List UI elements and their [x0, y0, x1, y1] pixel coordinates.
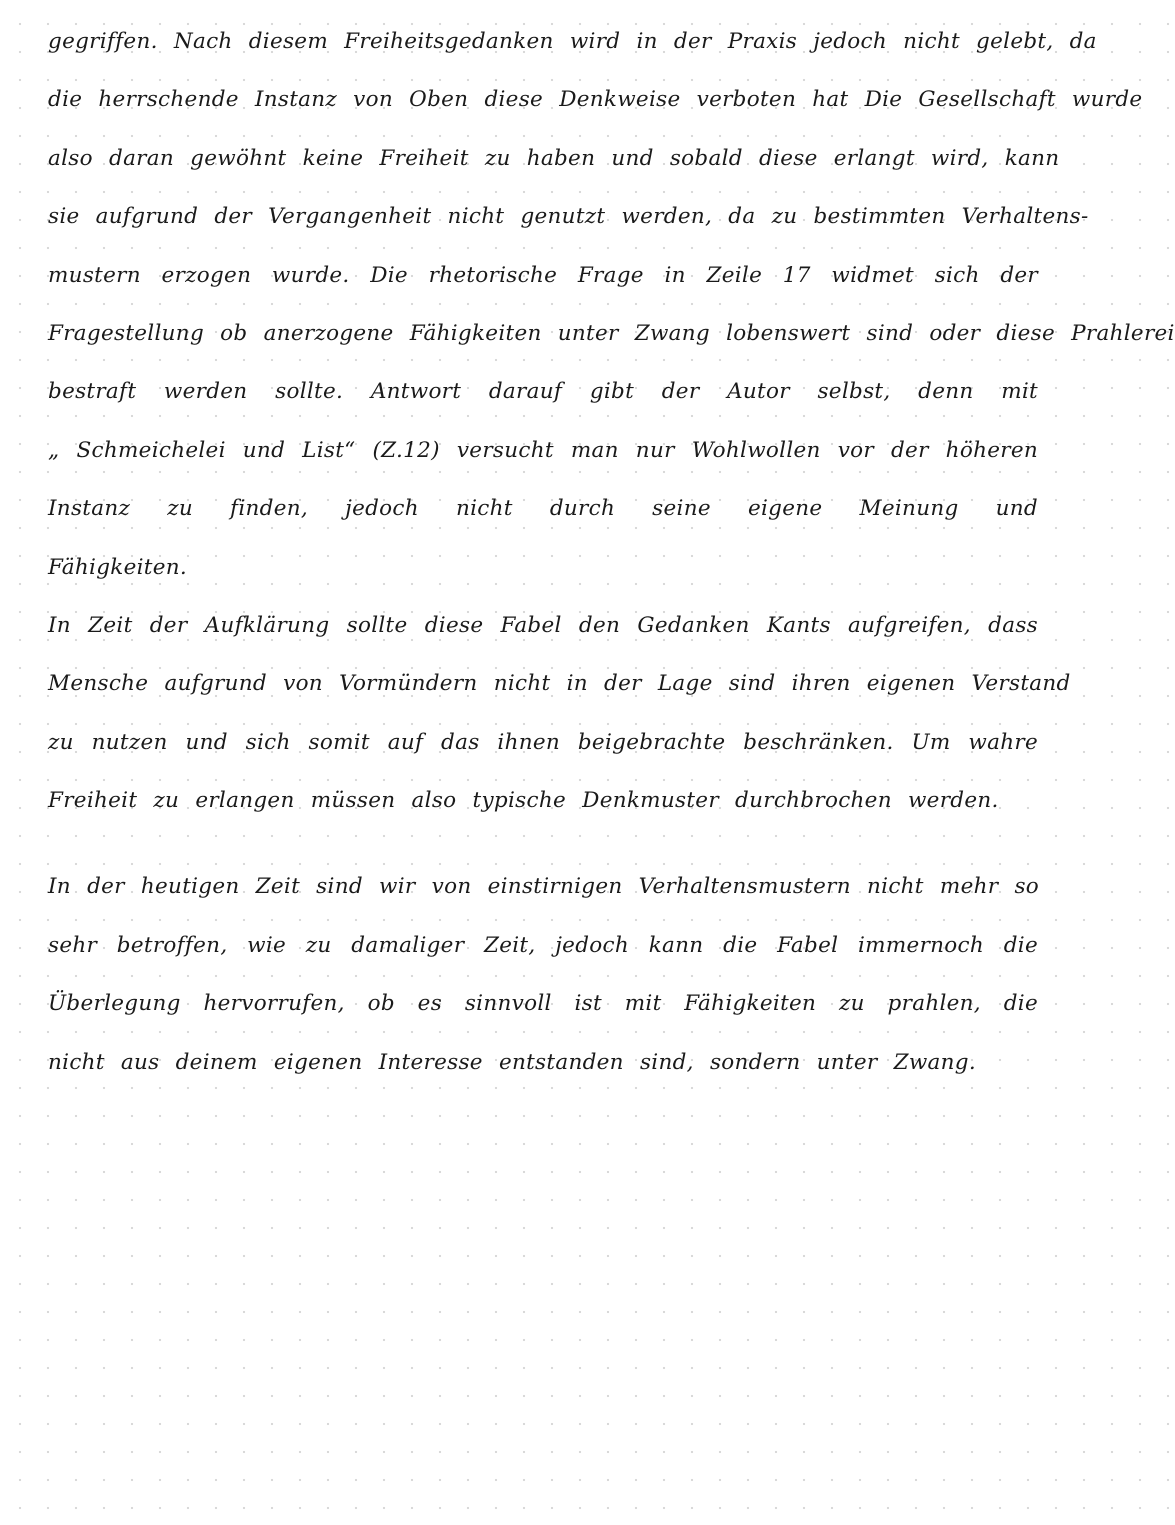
text-line: zu nutzen und sich somit auf das ihnen beigebrachte beschränken. Um wahre — [48, 729, 1038, 755]
text-line: sehr betroffen, wie zu damaliger Zeit, jedoch kann die Fabel immernoch die — [48, 932, 1038, 958]
text-line: gegriffen. Nach diesem Freiheitsgedanken wird in der Praxis jedoch nicht gelebt, da — [48, 29, 1097, 54]
text-line: mustern erzogen wurde. Die rhetorische Frage in Zeile 17 widmet sich der — [48, 262, 1038, 288]
paragraph-2 — [48, 606, 1071, 840]
text-line: Instanz zu finden, jedoch nicht durch seine eigene Meinung und — [48, 496, 1038, 522]
text-line: die herrschende Instanz von Oben diese Denkweise verboten hat Die Gesellschaft wurde — [48, 87, 1143, 113]
text-line: Überlegung hervorrufen, ob es sinnvoll ist mit Fähigkeiten zu prahlen, die — [48, 991, 1038, 1017]
text-line: nicht aus deinem eigenen Interesse entstanden sind, sondern unter Zwang. — [48, 1049, 976, 1075]
text-line: Fähigkeiten. — [48, 554, 188, 580]
text-line: In Zeit der Aufklärung sollte diese Fabel den Gedanken Kants aufgreifen, dass — [48, 612, 1038, 638]
paragraph-gap — [48, 839, 1038, 867]
text-line: bestraft werden sollte. Antwort darauf gibt der Autor selbst, denn mit — [48, 379, 1038, 405]
text-line: „ Schmeichelei und List“ (Z.12) versucht man nur Wohlwollen vor der höheren — [48, 437, 1038, 463]
handwritten-text — [48, 22, 1175, 1101]
text-line: also daran gewöhnt keine Freiheit zu haben und sobald diese erlangt wird, kann — [48, 145, 1060, 171]
paragraph-3 — [48, 867, 1038, 1101]
text-line: Mensche aufgrund von Vormündern nicht in der Lage sind ihren eigenen Verstand — [48, 671, 1071, 697]
paragraph-1 — [48, 22, 1175, 606]
text-line: sie aufgrund der Vergangenheit nicht genutzt werden, da zu bestimmten Verhaltens- — [48, 204, 1089, 230]
text-line: Freiheit zu erlangen müssen also typische Denkmuster durchbrochen werden. — [48, 788, 999, 814]
text-line: In der heutigen Zeit sind wir von einstirnigen Verhaltensmustern nicht mehr so — [48, 874, 1040, 900]
text-line: Fragestellung ob anerzogene Fähigkeiten unter Zwang lobenswert sind oder diese Prahlerei — [48, 320, 1175, 346]
